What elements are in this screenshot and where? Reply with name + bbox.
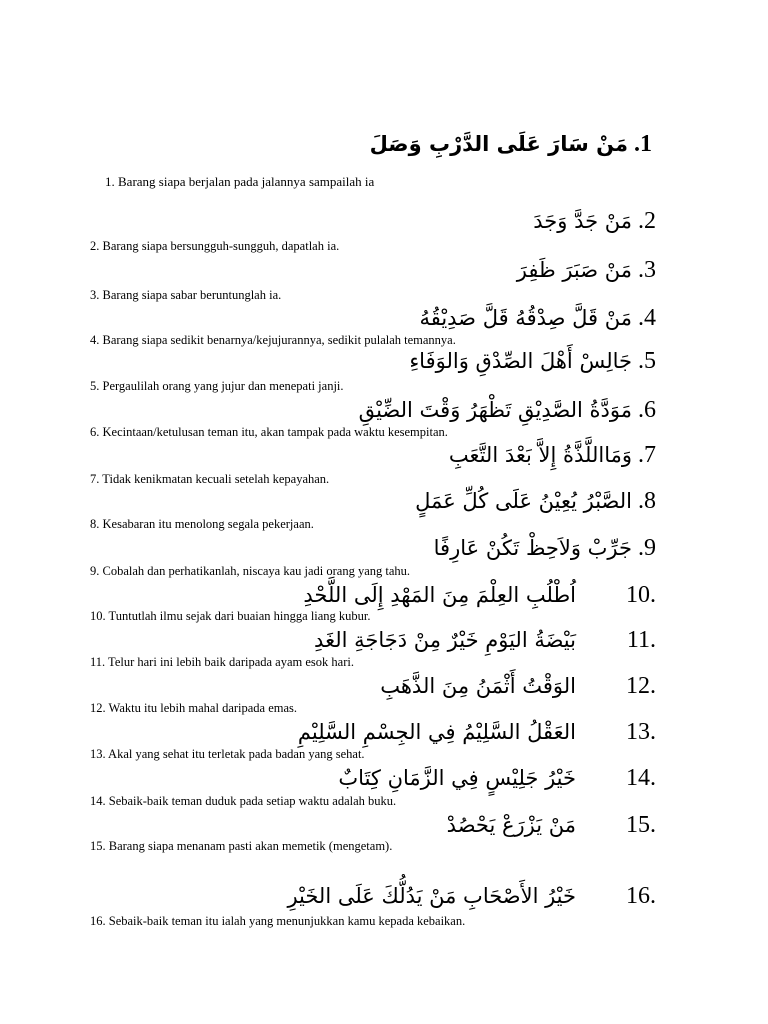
proverb-arabic-5: [409, 345, 656, 377]
proverb-arabic-9: [434, 532, 656, 564]
proverb-translation-7: 7. Tidak kenikmatan kecuali setelah kepayahan.: [90, 472, 330, 486]
proverb-arabic-12: [380, 670, 656, 702]
arabic-text: خَيْرُ الأَصْحَابِ مَنْ يَدُلُّكَ عَلَى الخَيْرِ: [287, 884, 576, 908]
proverb-arabic-2: [533, 205, 656, 237]
proverb-arabic-14: [338, 762, 656, 794]
arabic-text: جَرِّبْ وَلاَحِظْ تَكُنْ عَارِفًا: [433, 536, 632, 560]
proverb-number: 5.: [638, 348, 656, 374]
arabic-text: الصَّبْرُ يُعِيْنُ عَلَى كُلِّ عَمَلٍ: [415, 489, 632, 513]
arabic-text: العَقْلُ السَّلِيْمُ فِي الجِسْمِ السَّلِيْمِ: [297, 720, 576, 744]
proverb-number: 2.: [638, 208, 656, 234]
proverb-number: .12: [626, 673, 656, 699]
proverb-arabic-3: [517, 254, 656, 286]
proverb-translation-10: 10. Tuntutlah ilmu sejak dari buaian hingga liang kubur.: [90, 609, 371, 623]
proverb-translation-6: 6. Kecintaan/ketulusan teman itu, akan tampak pada waktu kesempitan.: [90, 425, 448, 439]
proverb-number: 1.: [634, 131, 652, 157]
proverb-number: 3.: [638, 257, 656, 283]
proverb-number: 4.: [638, 305, 656, 331]
proverb-arabic-6: [359, 394, 656, 426]
proverb-translation-2: 2. Barang siapa bersungguh-sungguh, dapatlah ia.: [90, 239, 340, 253]
arabic-text: مَنْ قَلَّ صِدْقُهُ قَلَّ صَدِيْقُهُ: [419, 306, 632, 330]
proverb-translation-11: 11. Telur hari ini lebih baik daripada ayam esok hari.: [90, 655, 354, 669]
arabic-text: مَنْ جَدَّ وَجَدَ: [533, 209, 632, 233]
arabic-text: بَيْضَةُ اليَوْمِ خَيْرٌ مِنْ دَجَاجَةِ الغَدِ: [314, 628, 576, 652]
proverb-arabic-1: [370, 128, 652, 160]
arabic-text: مَنْ صَبَرَ ظَفِرَ: [516, 258, 632, 282]
proverb-arabic-15: [447, 809, 656, 841]
arabic-text: مَنْ يَزْرَعْ يَحْصُدْ: [446, 813, 576, 837]
proverb-number: .15: [626, 812, 656, 838]
proverb-translation-13: 13. Akal yang sehat itu terletak pada badan yang sehat.: [90, 747, 365, 761]
arabic-text: اُطْلُبِ العِلْمَ مِنَ المَهْدِ إِلَى اللَّحْدِ: [303, 583, 576, 607]
proverb-translation-9: 9. Cobalah dan perhatikanlah, niscaya kau jadi orang yang tahu.: [90, 564, 411, 578]
proverb-arabic-7: [449, 439, 656, 471]
proverb-number: .11: [626, 627, 656, 653]
proverb-translation-16: 16. Sebaik-baik teman itu ialah yang menunjukkan kamu kepada kebaikan.: [90, 914, 466, 928]
proverb-translation-5: 5. Pergaulilah orang yang jujur dan menepati janji.: [90, 379, 344, 393]
proverb-number: .14: [626, 765, 656, 791]
proverb-arabic-13: [298, 716, 656, 748]
proverb-arabic-8: [415, 485, 656, 517]
arabic-text: وَمَااللَّذَّةُ إِلاَّ بَعْدَ التَّعَبِ: [448, 443, 632, 467]
proverb-translation-1: 1. Barang siapa berjalan pada jalannya sampailah ia: [105, 174, 375, 189]
arabic-text: خَيْرُ جَلِيْسٍ فِي الزَّمَانِ كِتَابٌ: [338, 766, 576, 790]
proverb-arabic-4: [419, 302, 656, 334]
arabic-text: مَنْ سَارَ عَلَى الدَّرْبِ وَصَلَ: [369, 132, 628, 156]
arabic-text: جَالِسْ أَهْلَ الصِّدْقِ وَالوَفَاءِ: [409, 349, 632, 373]
proverb-arabic-10: [303, 579, 656, 611]
proverb-number: 7.: [638, 442, 656, 468]
proverb-number: .13: [626, 719, 656, 745]
proverb-number: 8.: [638, 488, 656, 514]
proverb-number: 9.: [638, 535, 656, 561]
arabic-text: مَوَدَّةُ الصَّدِيْقِ تَظْهَرُ وَقْتَ الضِّيْقِ: [358, 398, 632, 422]
arabic-text: الوَقْتُ أَثْمَنُ مِنَ الذَّهَبِ: [380, 674, 576, 698]
proverb-translation-14: 14. Sebaik-baik teman duduk pada setiap waktu adalah buku.: [90, 794, 397, 808]
proverb-translation-15: 15. Barang siapa menanam pasti akan memetik (mengetam).: [90, 839, 393, 853]
proverb-number: .16: [626, 883, 656, 909]
proverb-translation-3: 3. Barang siapa sabar beruntunglah ia.: [90, 288, 282, 302]
proverb-translation-4: 4. Barang siapa sedikit benarnya/kejujurannya, sedikit pulalah temannya.: [90, 333, 456, 347]
proverb-translation-12: 12. Waktu itu lebih mahal daripada emas.: [90, 701, 298, 715]
proverb-number: 6.: [638, 397, 656, 423]
proverb-arabic-11: [314, 624, 656, 656]
proverb-arabic-16: [287, 880, 656, 912]
proverb-number: .10: [626, 582, 656, 608]
proverb-translation-8: 8. Kesabaran itu menolong segala pekerjaan.: [90, 517, 314, 531]
